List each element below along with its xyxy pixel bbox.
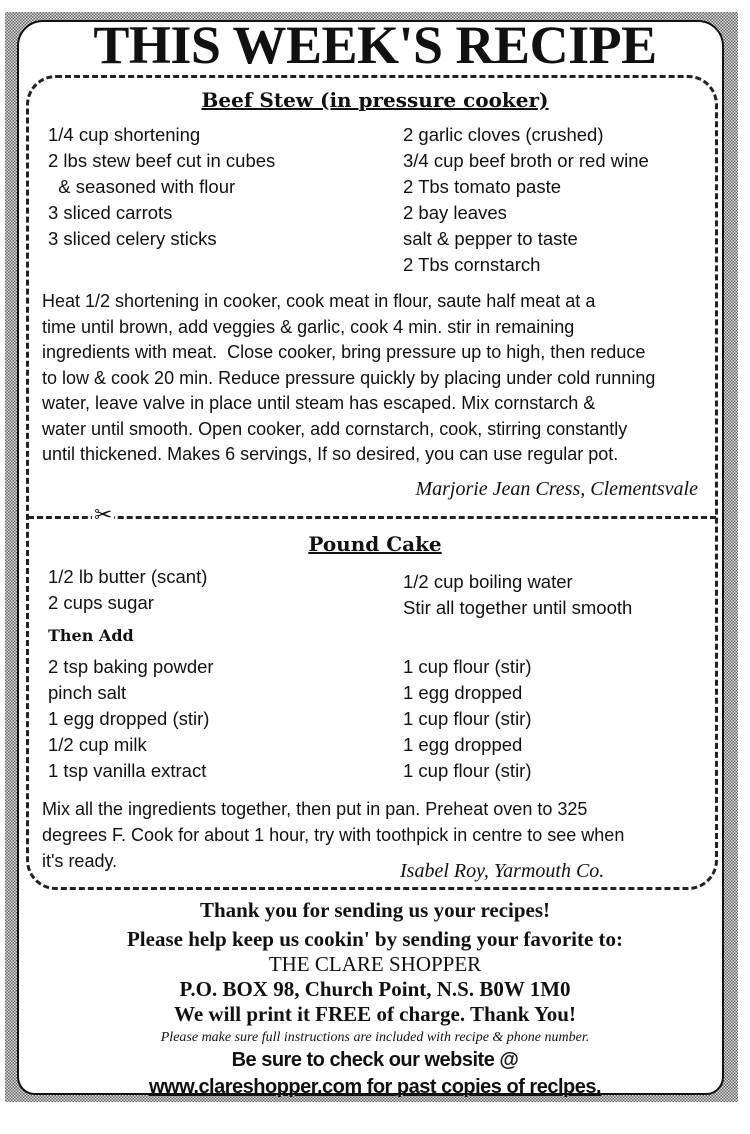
line: 2 bay leaves — [403, 202, 507, 223]
line: water until smooth. Open cooker, add cornstarch, cook, stirring constantly — [42, 418, 628, 439]
line: to low & cook 20 min. Reduce pressure quickly by placing under cold running — [42, 367, 656, 388]
website-link[interactable]: www.clareshopper.com for past copies of reclpes. — [148, 1076, 602, 1098]
line: 1 cup flour (stir) — [403, 656, 532, 677]
footer-org: THE CLARE SHOPPER — [268, 952, 482, 976]
add-ingredients-left — [48, 654, 214, 784]
footer-address: P.O. BOX 98, Church Point, N.S. B0W 1M0 — [179, 977, 571, 1001]
line: 2 tsp baking powder — [48, 656, 214, 677]
line: pinch salt — [48, 682, 127, 703]
line: 1/2 cup milk — [48, 734, 147, 755]
footer-free: We will print it FREE of charge. Thank You! — [174, 1002, 576, 1026]
line: 2 Tbs cornstarch — [403, 254, 541, 275]
footer-request: Please help keep us cookin' by sending your favorite to: — [126, 927, 624, 951]
line: it's ready. — [42, 851, 118, 871]
line: 3/4 cup beef broth or red wine — [403, 150, 649, 171]
line: 1 cup flour (stir) — [403, 760, 532, 781]
line: time until brown, add veggies & garlic, cook 4 min. stir in remaining — [42, 316, 575, 337]
recipe-author: Isabel Roy, Yarmouth Co. — [400, 860, 605, 882]
subheading: Then Add — [48, 626, 134, 645]
line: 1/2 cup boiling water — [403, 571, 573, 592]
ingredients-left — [48, 564, 207, 616]
recipe-title: Beef Stew (in pressure cooker) — [201, 88, 549, 112]
recipe-divider — [28, 516, 716, 519]
instructions — [42, 289, 655, 468]
line: degrees F. Cook for about 1 hour, try with toothpick in centre to see when — [42, 825, 625, 845]
line: 1 egg dropped — [403, 682, 523, 703]
line: until thickened. Makes 6 servings, If so desired, you can use regular pot. — [42, 444, 619, 464]
ingredients-left — [48, 122, 275, 252]
ingredients-right — [403, 122, 649, 278]
line: salt & pepper to taste — [403, 228, 578, 249]
line: Heat 1/2 shortening in cooker, cook meat in flour, saute half meat at a — [42, 291, 596, 311]
line: & seasoned with flour — [48, 176, 236, 197]
line: 1/2 lb butter (scant) — [48, 566, 208, 587]
line: Stir all together until smooth — [403, 597, 633, 618]
ingredients-right — [403, 569, 632, 621]
line: 2 cups sugar — [48, 592, 154, 613]
line: 1 tsp vanilla extract — [48, 760, 207, 781]
line: 1 egg dropped (stir) — [48, 708, 210, 729]
line: 3 sliced celery sticks — [48, 228, 217, 249]
line: ingredients with meat. Close cooker, bring pressure up to high, then reduce — [42, 342, 646, 362]
line: 2 Tbs tomato paste — [403, 176, 562, 197]
line: 1 egg dropped — [403, 734, 523, 755]
footer-thanks: Thank you for sending us your recipes! — [199, 898, 551, 922]
line: Mix all the ingredients together, then put in pan. Preheat oven to 325 — [42, 799, 588, 819]
page-title: THIS WEEK'S RECIPE — [93, 15, 657, 75]
recipe-title: Pound Cake — [308, 532, 442, 556]
line: 3 sliced carrots — [48, 202, 173, 223]
recipe-author: Marjorie Jean Cress, Clementsvale — [415, 478, 698, 500]
footer-website-line1: Be sure to check our website @ — [231, 1049, 519, 1071]
line: 1/4 cup shortening — [48, 124, 201, 145]
line: 2 garlic cloves (crushed) — [403, 124, 604, 145]
add-ingredients-right — [403, 654, 532, 784]
line: water, leave valve in place until steam has escaped. Mix cornstarch & — [42, 393, 596, 413]
line: 2 lbs stew beef cut in cubes — [48, 150, 276, 171]
footer-note: Please make sure full instructions are included with recipe & phone number. — [160, 1030, 590, 1045]
scissors-icon: ✂ — [94, 502, 113, 527]
line: 1 cup flour (stir) — [403, 708, 532, 729]
